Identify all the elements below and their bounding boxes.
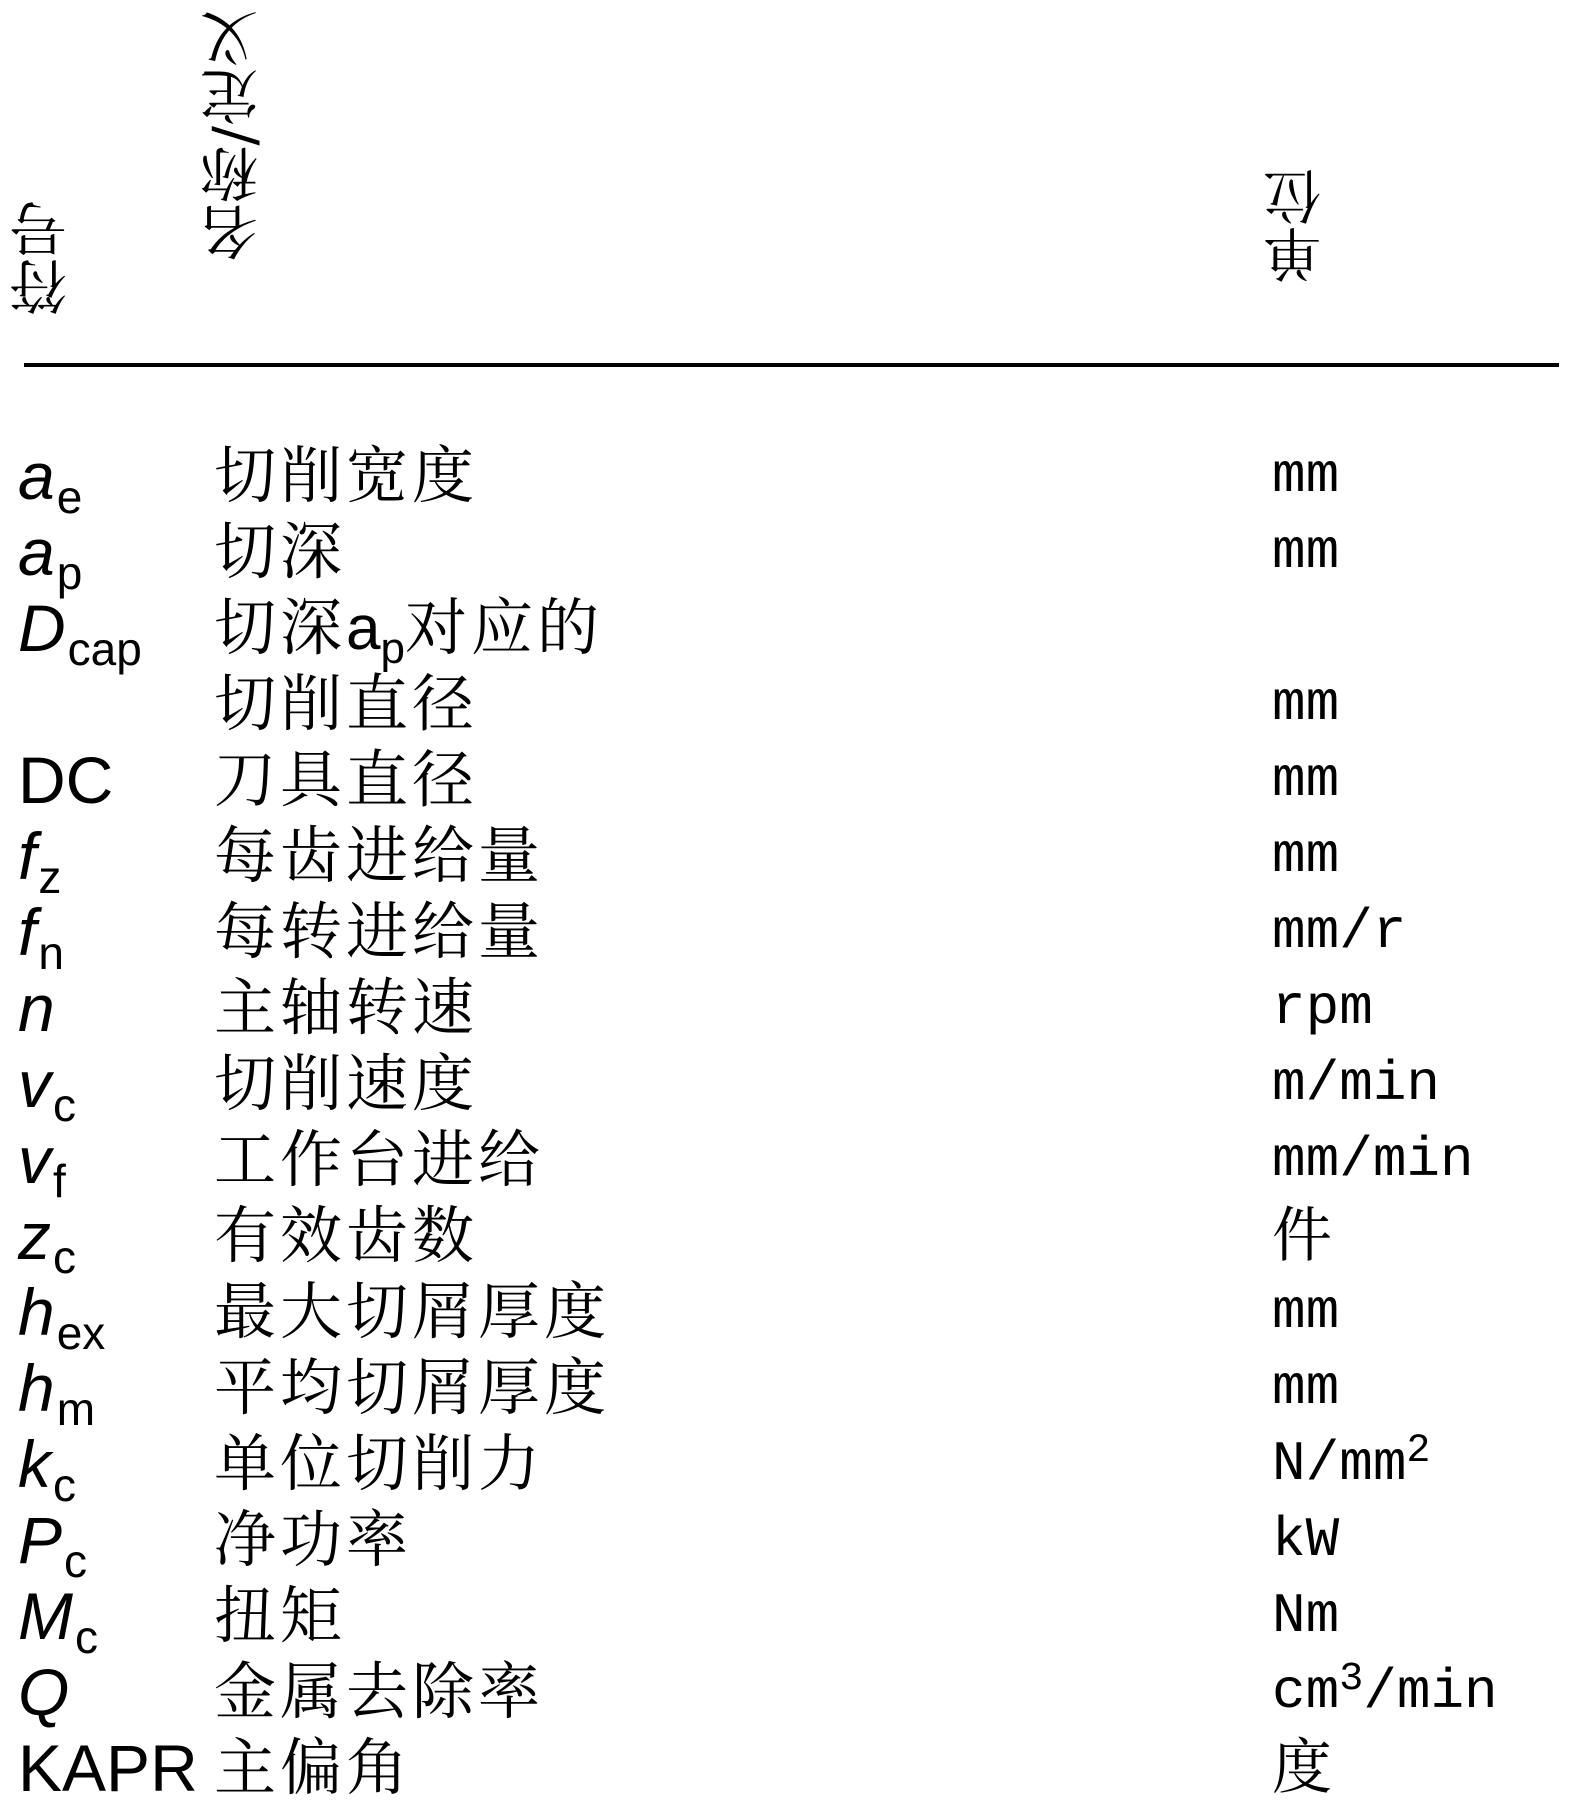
table-row [0,1654,1572,1730]
table-row [0,1502,1572,1587]
unit-cell: mm [1272,520,1340,584]
name-cell: 切深$a_p$对应的 [214,591,603,673]
name-cell: 单位切削力 [214,1427,545,1500]
table-row [0,1578,1572,1663]
table-row [0,1198,1572,1283]
symbol-cell: $D_{cap}$ [18,591,142,675]
table-row [0,742,1572,818]
name-cell: 最大切屑厚度 [214,1275,611,1348]
name-cell: 切削速度 [214,1047,479,1120]
unit-cell: mm [1272,672,1340,736]
unit-cell: $N/mm^2$ [1272,1429,1431,1496]
unit-cell: mm [1272,748,1340,812]
header-unit: 单位 [1263,168,1331,284]
name-cell: 每齿进给量 [214,819,545,892]
name-cell: 有效齿数 [214,1199,479,1272]
table-row [0,666,1572,742]
symbol-cell: $z_c$ [18,1199,76,1283]
symbol-cell: $k_c$ [18,1427,76,1511]
table-row [0,1046,1572,1131]
name-cell: 平均切屑厚度 [214,1351,611,1424]
name-cell: 每转进给量 [214,895,545,968]
name-cell: 主偏角 [214,1731,413,1804]
symbol-cell: $a_e$ [18,439,83,523]
symbol-cell: $P_c$ [18,1503,88,1587]
unit-cell: 度 [1272,1733,1332,1803]
symbol-cell: $a_p$ [18,515,83,599]
name-cell: 金属去除率 [214,1655,545,1728]
symbol-cell: KAPR [18,1731,198,1805]
table-row [0,438,1572,523]
symbol-cell: $f_z$ [18,819,62,903]
unit-cell: kW [1272,1508,1340,1572]
unit-cell: mm [1272,1356,1340,1420]
name-cell: 切削直径 [214,667,479,740]
table-row [0,514,1572,599]
name-cell: 切削宽度 [214,439,479,512]
table-row [0,1122,1572,1207]
name-cell: 切深 [214,515,347,588]
unit-cell: rpm [1272,976,1373,1040]
name-cell: 主轴转速 [214,971,479,1044]
symbol-cell: $f_n$ [18,895,64,979]
table-row [0,590,1572,675]
unit-cell: mm/min [1272,1128,1474,1192]
unit-cell: mm [1272,1280,1340,1344]
symbol-cell: $h_m$ [18,1351,96,1435]
unit-cell: mm [1272,824,1340,888]
unit-cell: 件 [1272,1201,1332,1271]
symbol-cell: $M_c$ [18,1579,98,1663]
symbol-cell: n [18,971,55,1045]
symbol-cell: $v_f$ [18,1123,66,1207]
symbol-cell: $h_{ex}$ [18,1275,106,1359]
header-name: 名称/定义 [200,10,268,262]
unit-cell: Nm [1272,1584,1340,1648]
unit-cell: mm/r [1272,900,1407,964]
header-symbol: 符号 [9,200,77,316]
table-row [0,1426,1572,1511]
header-rule [24,363,1559,367]
symbol-cell: $v_c$ [18,1047,76,1131]
name-cell: 工作台进给 [214,1123,545,1196]
unit-cell: mm [1272,444,1340,508]
name-cell: 扭矩 [214,1579,347,1652]
unit-cell: m/min [1272,1052,1441,1116]
table-row [0,1274,1572,1359]
name-cell: 净功率 [214,1503,413,1576]
table-row [0,894,1572,979]
symbol-cell [18,666,20,749]
table-row [0,1730,1572,1806]
name-cell: 刀具直径 [214,743,479,816]
table-row [0,1350,1572,1435]
unit-cell: $cm^3/\min$ [1272,1657,1498,1724]
symbol-cell: Q [18,1655,70,1729]
table-row [0,970,1572,1046]
symbol-cell: DC [18,743,114,817]
table-row [0,818,1572,903]
